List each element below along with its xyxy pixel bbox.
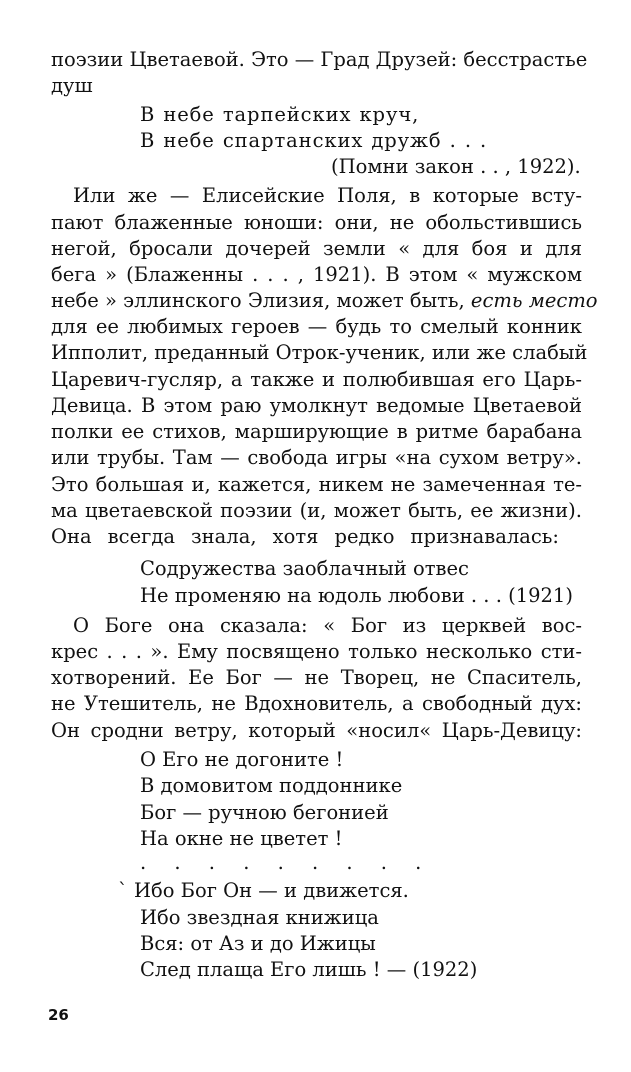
- text-line-3: Или же — Елисейские Поля, в которые всту-: [73, 184, 582, 207]
- poem-line-1: О Его не догоните !: [140, 748, 344, 771]
- poem-line-6: Ибо звездная книжица: [140, 906, 379, 929]
- page-number: 26: [48, 1006, 69, 1024]
- text-line-11: Девица. В этом раю умолкнут ведомые Цветаевой: [51, 394, 582, 417]
- text-line-1: поэзии Цветаевой. Это — Град Друзей: бесстрастье: [51, 48, 588, 71]
- poem-line-2: В домовитом поддоннике: [140, 774, 403, 797]
- poem-ellipsis: . . . . . . . . .: [140, 851, 433, 874]
- verse-line-1: В небе тарпейских круч,: [140, 103, 420, 126]
- poem-line-4: На окне не цветет !: [140, 827, 343, 850]
- text-line-21: Он сродни ветру, который «носил« Царь-Девицу:: [51, 719, 582, 742]
- text-line-6: бега » (Блаженны . . . , 1921). В этом « мужском: [51, 263, 582, 286]
- text-line-4: пают блаженные юноши: они, не обольстившись: [51, 211, 582, 234]
- text-line-14: Это большая и, кажется, никем не замеченная те-: [51, 473, 582, 496]
- poem-line-3: Бог — ручною бегонией: [140, 801, 389, 824]
- text-line-13: или трубы. Там — свобода игры «на сухом ветру».: [51, 446, 582, 469]
- text-line-5: негой, бросали дочерей земли « для боя и для: [51, 237, 582, 260]
- text-line-17: О Боге она сказала: « Бог из церквей вос-: [73, 614, 582, 637]
- text-line-8: для ее любимых героев — будь то смелый конник: [51, 315, 582, 338]
- italic-phrase: есть место: [470, 289, 598, 312]
- text-line-19: хотворений. Ее Бог — не Творец, не Спаситель,: [51, 666, 582, 689]
- text-line-12: полки ее стихов, марширующие в ритме барабана: [51, 420, 582, 443]
- poem-line-7: Вся: от Аз и до Ижицы: [140, 932, 376, 955]
- text-line-9: Ипполит, преданный Отрок-ученик, или же слабый: [51, 341, 588, 364]
- verse-line-3: Содружества заоблачный отвес: [140, 557, 469, 580]
- text-line-18: крес . . . ». Ему посвящено только несколько сти-: [51, 640, 582, 663]
- text-line-20: не Утешитель, не Вдохновитель, а свободный дух:: [51, 692, 582, 715]
- text-line-7: [51, 288, 598, 314]
- verse-line-2: В небе спартанских дружб . . .: [140, 129, 488, 152]
- text-line-16: Она всегда знала, хотя редко признавалась:: [51, 525, 559, 548]
- text-line-15: ма цветаевской поэзии (и, может быть, ее жизни).: [51, 499, 582, 522]
- verse-citation-1: (Помни закон . . , 1922).: [331, 155, 581, 178]
- verse-line-4: Не променяю на юдоль любови . . . (1921): [140, 584, 573, 607]
- text-line-10: Царевич-гусляр, а также и полюбившая его Царь-: [51, 368, 582, 391]
- poem-line-5: ` Ибо Бог Он — и движется.: [118, 879, 409, 902]
- text-line-2: душ: [51, 74, 93, 97]
- text-line-7-start: небе » эллинского Элизия, может быть,: [51, 289, 465, 312]
- poem-line-8: След плаща Его лишь ! — (1922): [140, 958, 478, 981]
